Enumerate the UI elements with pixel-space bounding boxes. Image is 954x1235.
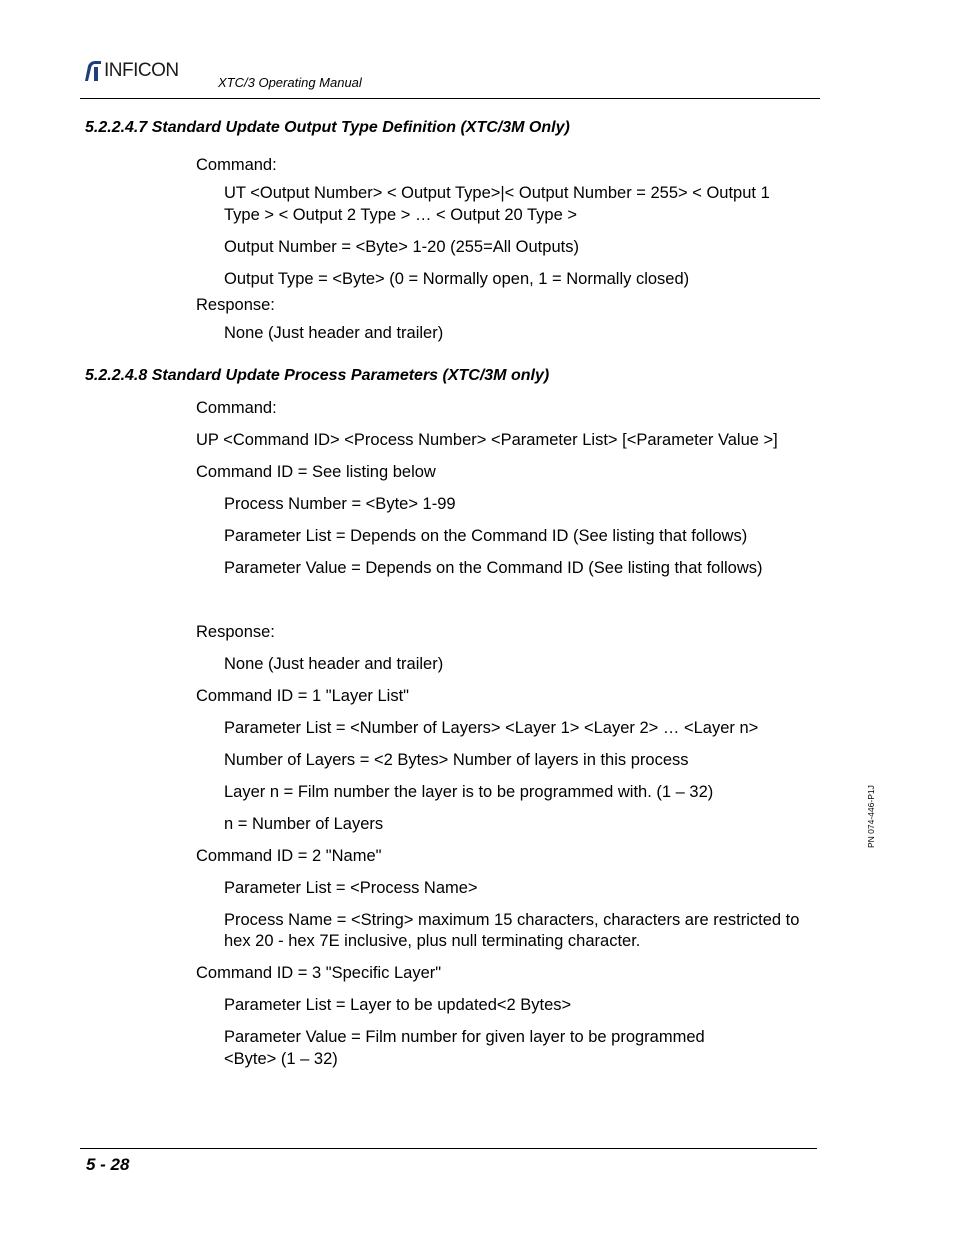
section-title-output-type: 5.2.2.4.7 Standard Update Output Type Definition (XTC/3M Only) bbox=[85, 119, 570, 136]
inficon-logo-mark-icon bbox=[82, 60, 102, 82]
header-divider bbox=[80, 98, 820, 99]
process-number-def: Process Number = <Byte> 1-99 bbox=[224, 495, 456, 513]
response-value: None (Just header and trailer) bbox=[224, 324, 444, 342]
command-syntax: UP <Command ID> <Process Number> <Parameter List> [<Parameter Value >] bbox=[196, 431, 778, 449]
response-label: Response: bbox=[196, 623, 275, 641]
response-label: Response: bbox=[196, 296, 275, 314]
command-label: Command: bbox=[196, 399, 277, 417]
command-id-1-heading: Command ID = 1 "Layer List" bbox=[196, 687, 410, 705]
page-number: 5 - 28 bbox=[86, 1155, 130, 1174]
logo-text: INFICON bbox=[104, 60, 179, 81]
specific-layer-parameter-list: Parameter List = Layer to be updated<2 Bytes> bbox=[224, 996, 572, 1014]
command-syntax-line-2: Type > < Output 2 Type > … < Output 20 Type > bbox=[224, 206, 578, 224]
output-type-def: Output Type = <Byte> (0 = Normally open, 1 = Normally closed) bbox=[224, 270, 690, 288]
command-label: Command: bbox=[196, 156, 277, 174]
output-number-def: Output Number = <Byte> 1-20 (255=All Outputs) bbox=[224, 238, 579, 256]
specific-layer-parameter-value-line-2: <Byte> (1 – 32) bbox=[224, 1050, 338, 1068]
inficon-logo bbox=[82, 60, 194, 82]
name-parameter-list: Parameter List = <Process Name> bbox=[224, 879, 478, 897]
part-number: PN 074-446-P1J bbox=[866, 785, 876, 848]
layer-list-parameter-list: Parameter List = <Number of Layers> <Layer 1> <Layer 2> … <Layer n> bbox=[224, 719, 759, 737]
parameter-list-def: Parameter List = Depends on the Command ID (See listing that follows) bbox=[224, 527, 748, 545]
process-name-def-line-1: Process Name = <String> maximum 15 characters, characters are restricted to bbox=[224, 911, 800, 929]
command-id-2-heading: Command ID = 2 "Name" bbox=[196, 847, 382, 865]
section-title-process-parameters: 5.2.2.4.8 Standard Update Process Parameters (XTC/3M only) bbox=[85, 367, 550, 384]
manual-title: XTC/3 Operating Manual bbox=[218, 75, 362, 90]
process-name-def-line-2: hex 20 - hex 7E inclusive, plus null terminating character. bbox=[224, 932, 641, 950]
number-of-layers-def: Number of Layers = <2 Bytes> Number of layers in this process bbox=[224, 751, 689, 769]
n-def: n = Number of Layers bbox=[224, 815, 384, 833]
response-value: None (Just header and trailer) bbox=[224, 655, 444, 673]
command-syntax-line-1: UT <Output Number> < Output Type>|< Output Number = 255> < Output 1 bbox=[224, 184, 770, 202]
parameter-value-def: Parameter Value = Depends on the Command ID (See listing that follows) bbox=[224, 559, 763, 577]
layer-n-def: Layer n = Film number the layer is to be programmed with. (1 – 32) bbox=[224, 783, 714, 801]
command-id-3-heading: Command ID = 3 "Specific Layer" bbox=[196, 964, 442, 982]
command-id-def: Command ID = See listing below bbox=[196, 463, 436, 481]
specific-layer-parameter-value-line-1: Parameter Value = Film number for given layer to be programmed bbox=[224, 1028, 705, 1046]
footer-divider bbox=[80, 1148, 817, 1149]
